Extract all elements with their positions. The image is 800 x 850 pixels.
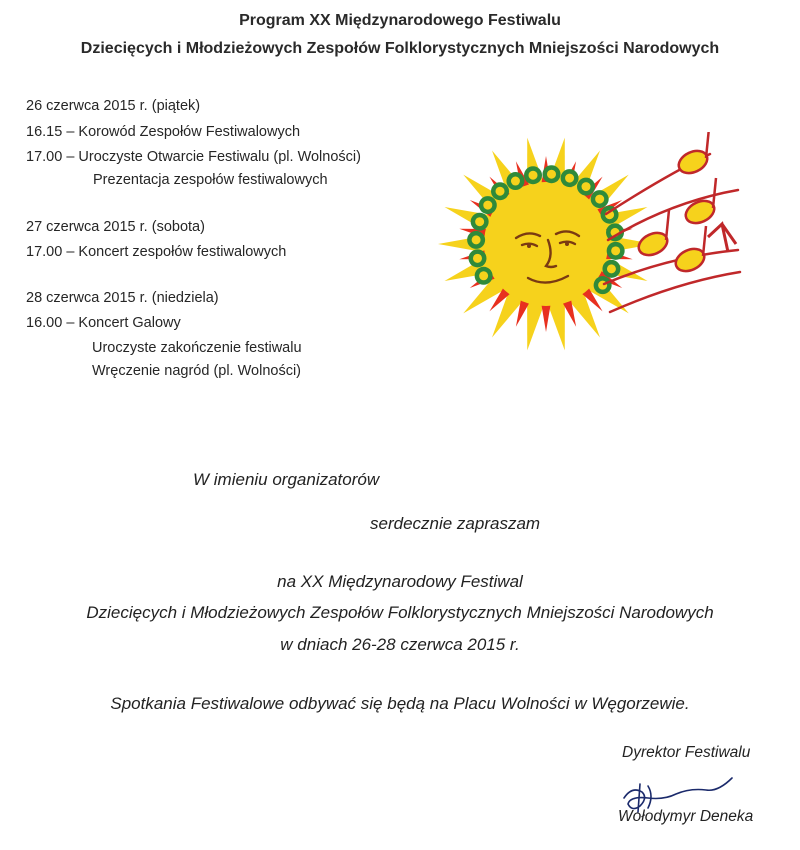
invitation-line5: w dniach 26-28 czerwca 2015 r. (280, 635, 520, 654)
day3-event2: Uroczyste zakończenie festiwalu (92, 340, 302, 356)
signature-role: Dyrektor Festiwalu (622, 744, 751, 761)
day2-date: 27 czerwca 2015 r. (sobota) (26, 219, 205, 235)
day2-event1: 17.00 – Koncert zespołów festiwalowych (26, 244, 287, 260)
day1-date: 26 czerwca 2015 r. (piątek) (26, 98, 201, 114)
day1-event2: 17.00 – Uroczyste Otwarcie Festiwalu (pl. Wolności) (26, 149, 361, 165)
page-title-line2: Dziecięcych i Młodzieżowych Zespołów Folklorystycznych Mniejszości Narodowych (80, 40, 720, 57)
invitation-line4: Dziecięcych i Młodzieżowych Zespołów Folklorystycznych Mniejszości Narodowych (86, 603, 714, 622)
signature-name: Wołodymyr Deneka (618, 808, 754, 825)
invitation-line2: serdecznie zapraszam (370, 514, 541, 533)
day3-event1: 16.00 – Koncert Galowy (26, 315, 181, 331)
invitation-line6: Spotkania Festiwalowe odbywać się będą na Placu Wolności w Węgorzewie. (110, 694, 690, 713)
invitation-line1: W imieniu organizatorów (193, 470, 380, 489)
day3-event3: Wręczenie nagród (pl. Wolności) (92, 363, 301, 379)
day3-date: 28 czerwca 2015 r. (niedziela) (26, 290, 219, 306)
festival-sun-logo-icon (438, 132, 748, 362)
invitation-line3: na XX Międzynarodowy Festiwal (277, 572, 523, 591)
day1-event3: Prezentacja zespołów festiwalowych (93, 172, 328, 188)
page-title-line1: Program XX Międzynarodowego Festiwalu (239, 12, 561, 29)
day1-event1: 16.15 – Korowód Zespołów Festiwalowych (26, 124, 301, 140)
